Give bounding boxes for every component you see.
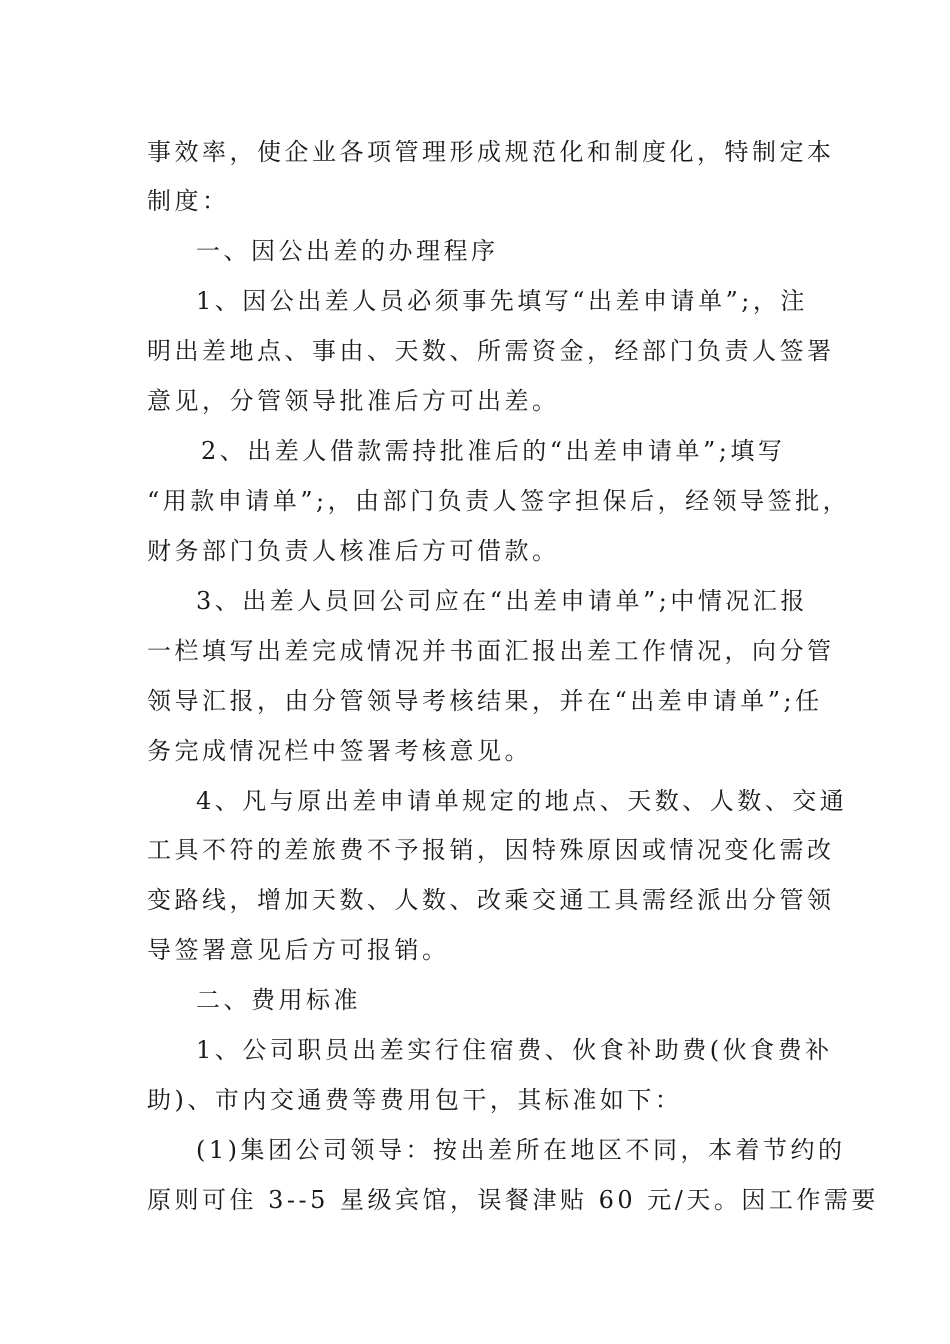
text-line: 助)、市内交通费等费用包干，其标准如下： xyxy=(147,1086,683,1114)
text-line: (1)集团公司领导：按出差所在地区不同，本着节约的 xyxy=(196,1136,846,1164)
section-heading: 二、费用标准 xyxy=(196,986,361,1014)
text-line: 财务部门负责人核准后方可借款。 xyxy=(147,537,560,565)
text-line: 务完成情况栏中签署考核意见。 xyxy=(147,737,532,765)
text-line: 变路线，增加天数、人数、改乘交通工具需经派出分管领 xyxy=(147,886,835,914)
text-line: 制度： xyxy=(147,187,230,215)
text-line: 事效率，使企业各项管理形成规范化和制度化，特制定本 xyxy=(147,138,835,166)
section-heading: 一、因公出差的办理程序 xyxy=(196,237,499,265)
text-line: “用款申请单”;，由部门负责人签字担保后，经领导签批， xyxy=(147,487,851,515)
text-line: 1、因公出差人员必须事先填写“出差申请单”;，注 xyxy=(196,287,808,315)
text-line: 原则可住 3--5 星级宾馆，误餐津贴 60 元/天。因工作需要 xyxy=(147,1186,879,1214)
text-line: 1、公司职员出差实行住宿费、伙食补助费(伙食费补 xyxy=(196,1036,833,1064)
text-line: 2、出差人借款需持批准后的“出差申请单”;填写 xyxy=(201,437,786,465)
text-line: 4、凡与原出差申请单规定的地点、天数、人数、交通 xyxy=(196,787,848,815)
text-line: 工具不符的差旅费不予报销，因特殊原因或情况变化需改 xyxy=(147,836,835,864)
text-line: 明出差地点、事由、天数、所需资金，经部门负责人签署 xyxy=(147,337,835,365)
text-line: 一栏填写出差完成情况并书面汇报出差工作情况，向分管 xyxy=(147,637,835,665)
text-line: 领导汇报，由分管领导考核结果，并在“出差申请单”;任 xyxy=(147,687,823,715)
text-line: 导签署意见后方可报销。 xyxy=(147,936,450,964)
text-line: 意见，分管领导批准后方可出差。 xyxy=(147,387,560,415)
text-line: 3、出差人员回公司应在“出差申请单”;中情况汇报 xyxy=(196,587,808,615)
